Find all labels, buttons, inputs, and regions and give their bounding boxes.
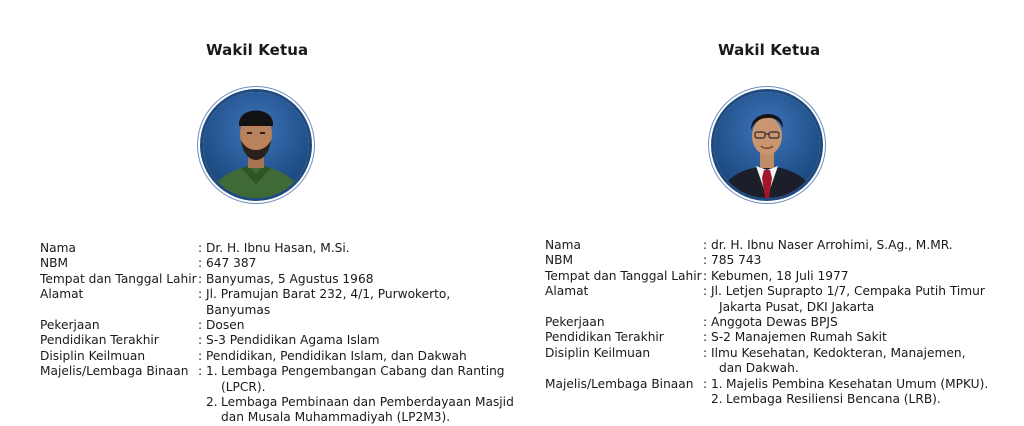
colon: : bbox=[703, 268, 708, 283]
person-photo-icon bbox=[714, 92, 820, 198]
profile-info-right bbox=[545, 238, 988, 407]
colon: : bbox=[198, 364, 203, 379]
list-text-cont: (LPCR). bbox=[221, 379, 266, 394]
info-row bbox=[545, 269, 988, 284]
info-label: NBM bbox=[40, 256, 68, 271]
info-value: dr. H. Ibnu Naser Arrohimi, S.Ag., M.MR. bbox=[711, 238, 953, 252]
info-value: Banyumas, 5 Agustus 1968 bbox=[206, 271, 374, 286]
colon: : bbox=[198, 241, 203, 255]
info-label: Majelis/Lembaga Binaan bbox=[545, 376, 694, 391]
info-row bbox=[40, 333, 514, 348]
colon: : bbox=[198, 287, 203, 302]
list-item bbox=[711, 377, 988, 392]
info-label: Pekerjaan bbox=[545, 315, 605, 330]
list-number: 2. bbox=[711, 392, 723, 407]
list-item bbox=[206, 395, 514, 426]
info-row bbox=[40, 318, 514, 333]
info-value: Dosen bbox=[206, 318, 245, 333]
colon: : bbox=[703, 376, 708, 391]
info-value: Pendidikan, Pendidikan Islam, dan Dakwah bbox=[206, 348, 467, 363]
list-text: Lembaga Pengembangan Cabang dan Ranting bbox=[221, 364, 505, 379]
colon: : bbox=[198, 256, 203, 271]
info-label: Tempat dan Tanggal Lahir bbox=[545, 268, 702, 283]
info-row bbox=[545, 253, 988, 268]
list-text: Lembaga Resiliensi Bencana (LRB). bbox=[726, 392, 941, 407]
info-label: Alamat bbox=[545, 284, 589, 299]
info-row bbox=[40, 241, 514, 256]
info-row bbox=[40, 256, 514, 271]
info-value: S-3 Pendidikan Agama Islam bbox=[206, 333, 380, 348]
info-label: Disiplin Keilmuan bbox=[40, 348, 146, 363]
info-label: Pendidikan Terakhir bbox=[545, 330, 664, 345]
colon: : bbox=[198, 333, 203, 348]
info-value: Kebumen, 18 Juli 1977 bbox=[711, 268, 849, 283]
info-row bbox=[545, 238, 988, 253]
colon: : bbox=[703, 253, 708, 268]
colon: : bbox=[703, 330, 708, 345]
info-value: Dr. H. Ibnu Hasan, M.Si. bbox=[206, 241, 350, 255]
list-text-cont: dan Musala Muhammadiyah (LP2M3). bbox=[221, 410, 451, 425]
info-value-cont: Jakarta Pusat, DKI Jakarta bbox=[719, 299, 875, 314]
info-value: Anggota Dewas BPJS bbox=[711, 315, 838, 330]
colon: : bbox=[198, 318, 203, 333]
list-number: 2. bbox=[206, 395, 218, 410]
card-title: Wakil Ketua bbox=[718, 41, 821, 59]
info-value-cont: dan Dakwah. bbox=[719, 361, 799, 376]
info-value: Ilmu Kesehatan, Kedokteran, Manajemen, bbox=[711, 345, 966, 360]
info-row-majelis bbox=[545, 377, 988, 408]
info-row bbox=[545, 330, 988, 345]
colon: : bbox=[703, 284, 708, 299]
majelis-list bbox=[206, 364, 514, 426]
info-row bbox=[40, 272, 514, 287]
info-label: Pekerjaan bbox=[40, 318, 100, 333]
info-label: Nama bbox=[545, 238, 581, 252]
info-row bbox=[40, 349, 514, 364]
info-label: NBM bbox=[545, 253, 573, 268]
info-value: Jl. Letjen Suprapto 1/7, Cempaka Putih Timur bbox=[711, 284, 985, 299]
colon: : bbox=[198, 348, 203, 363]
list-number: 1. bbox=[711, 376, 723, 391]
info-row-disiplin bbox=[545, 346, 988, 377]
majelis-list bbox=[711, 377, 988, 408]
list-item bbox=[206, 364, 514, 395]
info-label: Tempat dan Tanggal Lahir bbox=[40, 271, 197, 286]
colon: : bbox=[703, 315, 708, 330]
info-row-alamat bbox=[545, 284, 988, 315]
colon: : bbox=[198, 271, 203, 286]
list-text: Majelis Pembina Kesehatan Umum (MPKU). bbox=[726, 376, 989, 391]
card-title: Wakil Ketua bbox=[206, 41, 309, 59]
colon: : bbox=[703, 238, 708, 252]
info-label: Alamat bbox=[40, 287, 84, 302]
info-row bbox=[545, 315, 988, 330]
info-label: Nama bbox=[40, 241, 76, 255]
info-value: S-2 Manajemen Rumah Sakit bbox=[711, 330, 887, 345]
avatar bbox=[203, 92, 309, 198]
info-row bbox=[40, 287, 514, 318]
info-label: Pendidikan Terakhir bbox=[40, 333, 159, 348]
list-item bbox=[711, 392, 988, 407]
info-label: Majelis/Lembaga Binaan bbox=[40, 364, 189, 379]
info-value: 647 387 bbox=[206, 256, 257, 271]
avatar bbox=[714, 92, 820, 198]
info-value: Jl. Pramujan Barat 232, 4/1, Purwokerto, Banyumas bbox=[206, 287, 451, 317]
list-number: 1. bbox=[206, 364, 218, 379]
colon: : bbox=[703, 345, 708, 360]
info-label: Disiplin Keilmuan bbox=[545, 345, 651, 360]
info-value: 785 743 bbox=[711, 253, 762, 268]
list-text: Lembaga Pembinaan dan Pemberdayaan Masjid bbox=[221, 395, 514, 410]
profile-info-left bbox=[40, 241, 514, 426]
person-photo-icon bbox=[203, 92, 309, 198]
info-row-majelis bbox=[40, 364, 514, 426]
